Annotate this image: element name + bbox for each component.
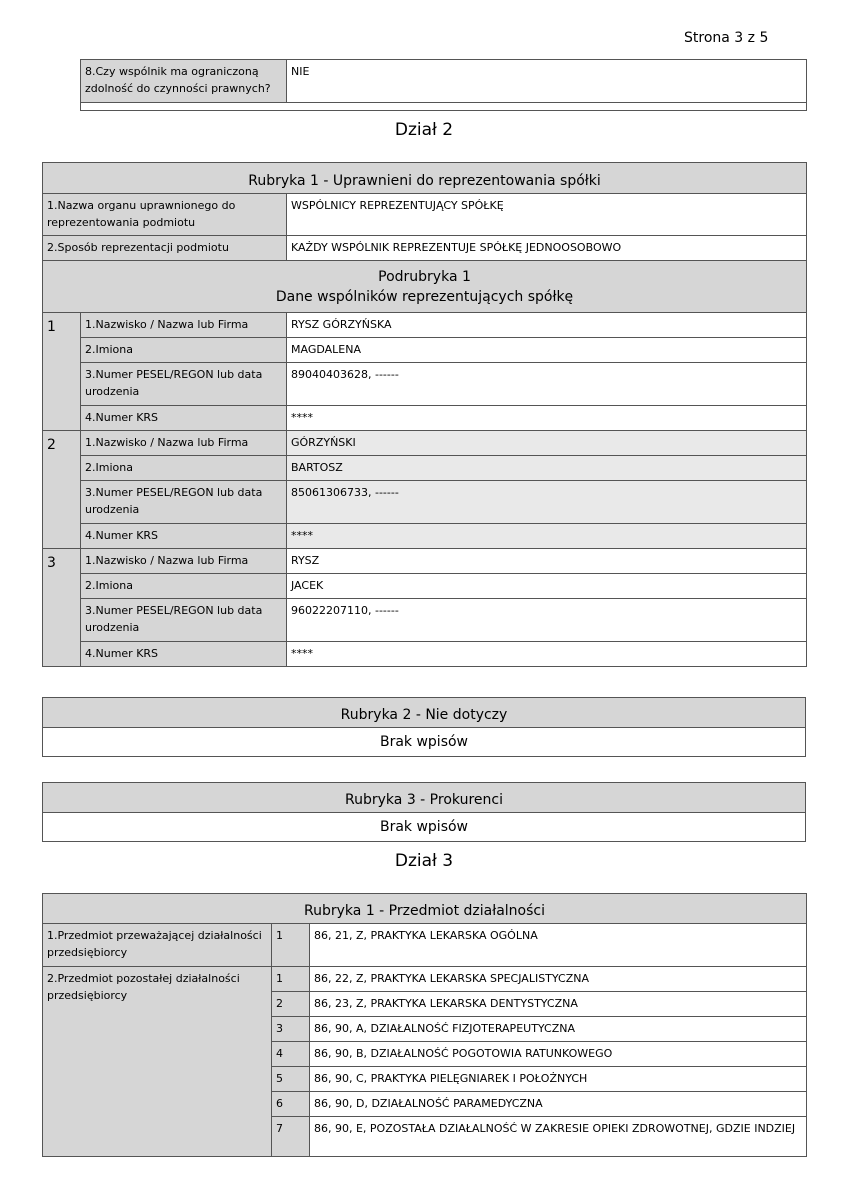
surname-value: GÓRZYŃSKI [287,431,807,456]
activity-value: 86, 90, C, PRAKTYKA PIELĘGNIAREK I POŁOŻNYCH [310,1067,807,1092]
pesel-label: 3.Numer PESEL/REGON lub data urodzenia [81,481,287,524]
table-row [43,642,807,667]
surname-label: 1.Nazwisko / Nazwa lub Firma [81,431,287,456]
representation-table [42,162,807,667]
activity-index: 3 [272,1017,310,1042]
table-row [43,363,807,406]
spacer-cell [81,103,807,111]
table-row [43,599,807,642]
activity-value: 86, 90, B, DZIAŁALNOŚĆ POGOTOWIA RATUNKOWEGO [310,1042,807,1067]
partner-index: 3 [43,549,81,667]
activity-value: 86, 90, D, DZIAŁALNOŚĆ PARAMEDYCZNA [310,1092,807,1117]
surname-value: RYSZ GÓRZYŃSKA [287,313,807,338]
rubryka-2-table [42,697,806,757]
krs-value: **** [287,406,807,431]
organ-label: 1.Nazwa organu uprawnionego do reprezentowania podmiotu [43,194,287,236]
krs-value: **** [287,524,807,549]
representation-method-label: 2.Sposób reprezentacji podmiotu [43,236,287,261]
activity-index: 5 [272,1067,310,1092]
krs-value: **** [287,642,807,667]
section-title-dzial-3: Dział 3 [394,851,454,871]
activity-value: 86, 90, A, DZIAŁALNOŚĆ FIZJOTERAPEUTYCZNA [310,1017,807,1042]
pesel-value: 89040403628, ------ [287,363,807,406]
activity-index: 1 [272,967,310,992]
main-activity-label: 1.Przedmiot przeważającej działalności przedsiębiorcy [43,924,272,967]
names-value: MAGDALENA [287,338,807,363]
table-row [43,924,807,967]
table-row [43,431,807,456]
capacity-value: NIE [287,60,807,103]
rubryka-2-header: Rubryka 2 - Nie dotyczy [43,698,806,728]
main-activity-value: 86, 21, Z, PRAKTYKA LEKARSKA OGÓLNA [310,924,807,967]
table-row [43,338,807,363]
subsection-subtitle: Dane wspólników reprezentujących spółkę [275,289,574,305]
capacity-table [80,59,807,111]
main-activity-index: 1 [272,924,310,967]
surname-value: RYSZ [287,549,807,574]
surname-label: 1.Nazwisko / Nazwa lub Firma [81,313,287,338]
names-label: 2.Imiona [81,574,287,599]
table-row [43,194,807,236]
pesel-value: 96022207110, ------ [287,599,807,642]
table-row [43,406,807,431]
names-label: 2.Imiona [81,338,287,363]
table-row [43,456,807,481]
page-number: Strona 3 z 5 [684,30,769,46]
rubryka-3-header: Rubryka 3 - Prokurenci [43,783,806,813]
activity-value: 86, 22, Z, PRAKTYKA LEKARSKA SPECJALISTYCZNA [310,967,807,992]
pesel-label: 3.Numer PESEL/REGON lub data urodzenia [81,599,287,642]
partner-index: 1 [43,313,81,431]
activity-index: 2 [272,992,310,1017]
partner-index: 2 [43,431,81,549]
organ-value: WSPÓLNICY REPREZENTUJĄCY SPÓŁKĘ [287,194,807,236]
krs-label: 4.Numer KRS [81,524,287,549]
capacity-label: 8.Czy wspólnik ma ograniczoną zdolność do czynności prawnych? [81,60,287,103]
krs-label: 4.Numer KRS [81,642,287,667]
table-row [43,549,807,574]
rubryka-3-table [42,782,806,842]
table-row [43,967,807,992]
names-label: 2.Imiona [81,456,287,481]
subsection-header [43,261,807,313]
activity-header: Rubryka 1 - Przedmiot działalności [43,894,807,924]
section-title-dzial-2: Dział 2 [394,120,454,140]
rubryka-2-empty-text: Brak wpisów [43,728,806,757]
table-row [43,481,807,524]
table-row [43,574,807,599]
pesel-label: 3.Numer PESEL/REGON lub data urodzenia [81,363,287,406]
activity-index: 6 [272,1092,310,1117]
other-activity-label: 2.Przedmiot pozostałej działalności przedsiębiorcy [43,967,272,1157]
names-value: JACEK [287,574,807,599]
activity-value: 86, 23, Z, PRAKTYKA LEKARSKA DENTYSTYCZNA [310,992,807,1017]
activity-table [42,893,807,1157]
table-row [81,103,807,111]
activity-index: 4 [272,1042,310,1067]
representation-method-value: KAŻDY WSPÓLNIK REPREZENTUJE SPÓŁKĘ JEDNOOSOBOWO [287,236,807,261]
rubryka-3-empty-text: Brak wpisów [43,813,806,842]
rubryka-1-header: Rubryka 1 - Uprawnieni do reprezentowania spółki [43,163,807,194]
activity-value: 86, 90, E, POZOSTAŁA DZIAŁALNOŚĆ W ZAKRESIE OPIEKI ZDROWOTNEJ, GDZIE INDZIEJ [310,1117,807,1157]
table-row [81,60,807,103]
pesel-value: 85061306733, ------ [287,481,807,524]
krs-label: 4.Numer KRS [81,406,287,431]
table-row [43,313,807,338]
surname-label: 1.Nazwisko / Nazwa lub Firma [81,549,287,574]
activity-index: 7 [272,1117,310,1157]
subsection-title: Podrubryka 1 [378,269,471,285]
names-value: BARTOSZ [287,456,807,481]
table-row [43,236,807,261]
table-row [43,524,807,549]
